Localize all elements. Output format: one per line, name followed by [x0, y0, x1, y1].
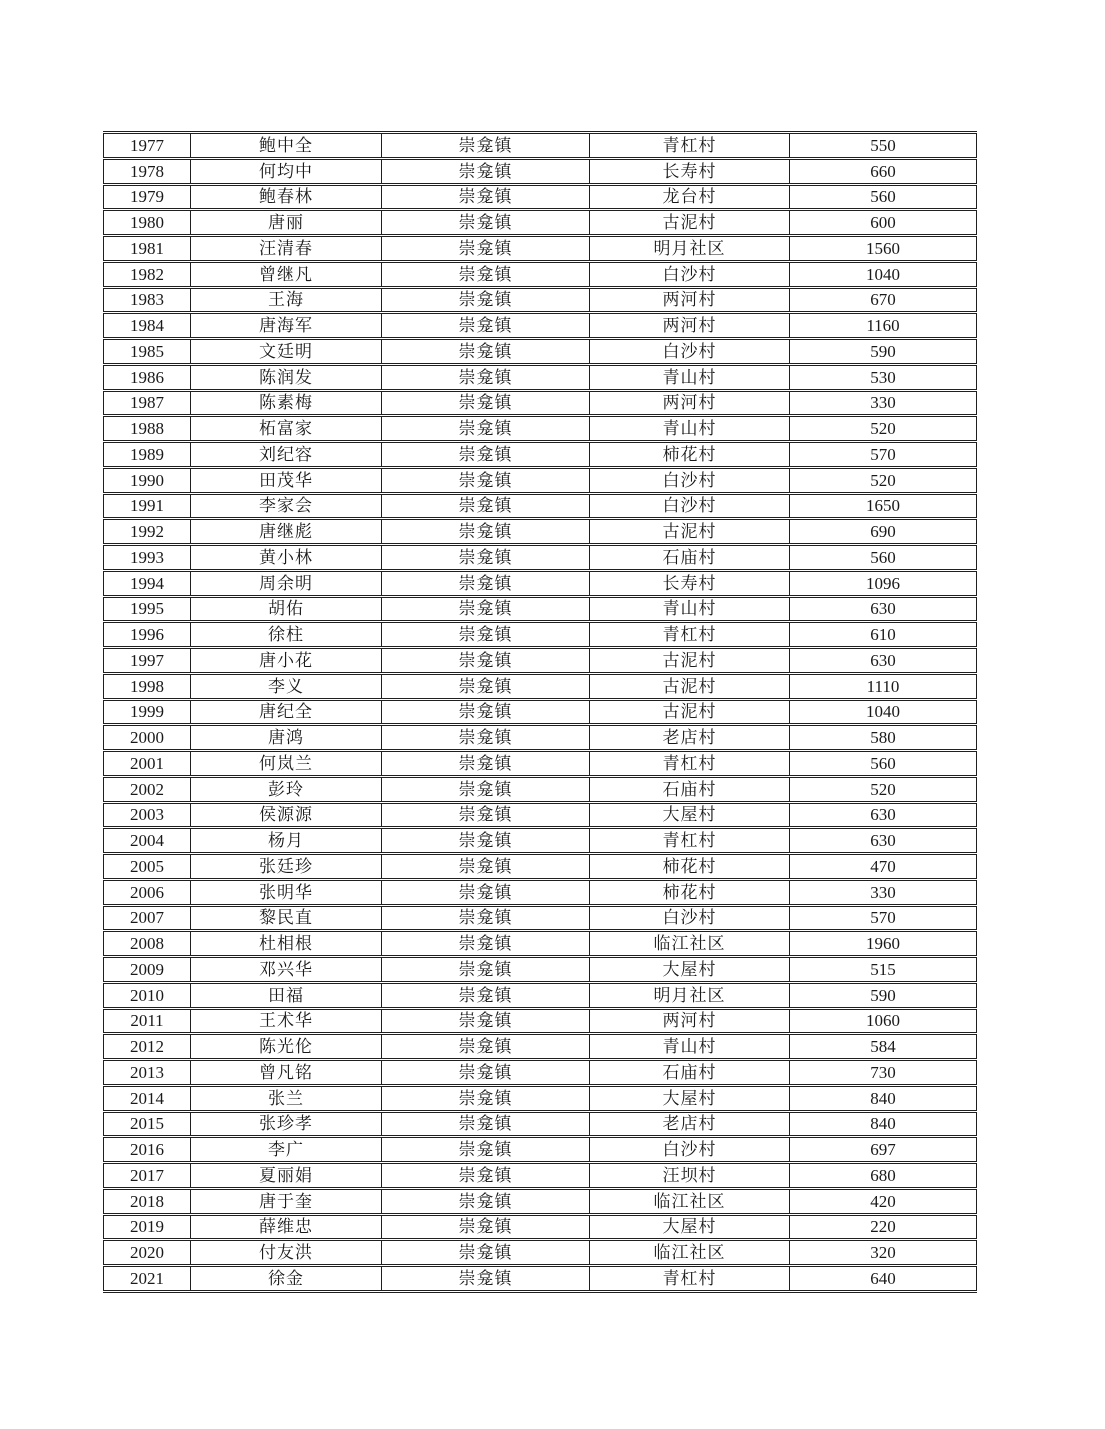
cell-town: 崇龛镇 [382, 210, 590, 236]
cell-village: 石庙村 [590, 1060, 790, 1086]
cell-person-name: 张珍孝 [191, 1111, 382, 1137]
cell-serial-number: 2008 [104, 931, 191, 957]
cell-person-name: 黄小林 [191, 545, 382, 571]
cell-town: 崇龛镇 [382, 879, 590, 905]
cell-person-name: 王海 [191, 287, 382, 313]
cell-town: 崇龛镇 [382, 854, 590, 880]
cell-serial-number: 1999 [104, 699, 191, 725]
cell-village: 青山村 [590, 364, 790, 390]
cell-village: 两河村 [590, 313, 790, 339]
cell-serial-number: 1977 [104, 133, 191, 159]
cell-village: 长寿村 [590, 570, 790, 596]
cell-amount: 640 [790, 1266, 977, 1292]
cell-town: 崇龛镇 [382, 1266, 590, 1292]
cell-village: 青杠村 [590, 751, 790, 777]
cell-village: 青山村 [590, 596, 790, 622]
cell-town: 崇龛镇 [382, 982, 590, 1008]
table-row [104, 210, 977, 236]
cell-village: 临江社区 [590, 1240, 790, 1266]
cell-person-name: 文廷明 [191, 339, 382, 365]
cell-serial-number: 2007 [104, 905, 191, 931]
cell-village: 老店村 [590, 1111, 790, 1137]
table-row [104, 390, 977, 416]
cell-town: 崇龛镇 [382, 184, 590, 210]
cell-amount: 220 [790, 1214, 977, 1240]
cell-village: 大屋村 [590, 1214, 790, 1240]
cell-town: 崇龛镇 [382, 570, 590, 596]
cell-person-name: 周余明 [191, 570, 382, 596]
cell-serial-number: 1980 [104, 210, 191, 236]
cell-serial-number: 1979 [104, 184, 191, 210]
cell-town: 崇龛镇 [382, 905, 590, 931]
cell-town: 崇龛镇 [382, 133, 590, 159]
table-row [104, 622, 977, 648]
cell-person-name: 鲍中全 [191, 133, 382, 159]
cell-serial-number: 2018 [104, 1188, 191, 1214]
table-row [104, 802, 977, 828]
cell-amount: 584 [790, 1034, 977, 1060]
cell-person-name: 柘富家 [191, 416, 382, 442]
cell-serial-number: 2004 [104, 828, 191, 854]
table-row [104, 776, 977, 802]
cell-town: 崇龛镇 [382, 1060, 590, 1086]
cell-amount: 1160 [790, 313, 977, 339]
cell-town: 崇龛镇 [382, 519, 590, 545]
cell-village: 大屋村 [590, 802, 790, 828]
table-row [104, 1060, 977, 1086]
cell-person-name: 刘纪容 [191, 442, 382, 468]
cell-town: 崇龛镇 [382, 442, 590, 468]
cell-village: 石庙村 [590, 776, 790, 802]
cell-person-name: 杨月 [191, 828, 382, 854]
cell-village: 长寿村 [590, 158, 790, 184]
cell-village: 青山村 [590, 416, 790, 442]
cell-town: 崇龛镇 [382, 776, 590, 802]
table-row [104, 158, 977, 184]
table-row [104, 1266, 977, 1292]
cell-village: 白沙村 [590, 261, 790, 287]
table-row [104, 1240, 977, 1266]
cell-town: 崇龛镇 [382, 1214, 590, 1240]
cell-person-name: 陈润发 [191, 364, 382, 390]
table-row [104, 596, 977, 622]
cell-serial-number: 1992 [104, 519, 191, 545]
table-row [104, 699, 977, 725]
cell-person-name: 汪清春 [191, 236, 382, 262]
table-row [104, 931, 977, 957]
cell-amount: 590 [790, 982, 977, 1008]
cell-town: 崇龛镇 [382, 287, 590, 313]
cell-town: 崇龛镇 [382, 416, 590, 442]
cell-serial-number: 2005 [104, 854, 191, 880]
cell-town: 崇龛镇 [382, 725, 590, 751]
cell-amount: 520 [790, 776, 977, 802]
table-row [104, 339, 977, 365]
table-row [104, 545, 977, 571]
cell-person-name: 杜相根 [191, 931, 382, 957]
cell-town: 崇龛镇 [382, 673, 590, 699]
cell-amount: 520 [790, 467, 977, 493]
cell-village: 临江社区 [590, 1188, 790, 1214]
cell-person-name: 唐纪全 [191, 699, 382, 725]
cell-village: 柿花村 [590, 879, 790, 905]
cell-person-name: 徐柱 [191, 622, 382, 648]
cell-amount: 550 [790, 133, 977, 159]
cell-village: 白沙村 [590, 493, 790, 519]
cell-amount: 697 [790, 1137, 977, 1163]
table-row [104, 287, 977, 313]
cell-serial-number: 2015 [104, 1111, 191, 1137]
cell-amount: 630 [790, 802, 977, 828]
cell-serial-number: 1985 [104, 339, 191, 365]
table-row [104, 854, 977, 880]
cell-amount: 1096 [790, 570, 977, 596]
cell-person-name: 陈素梅 [191, 390, 382, 416]
table-row [104, 493, 977, 519]
cell-amount: 600 [790, 210, 977, 236]
cell-serial-number: 1986 [104, 364, 191, 390]
table-row [104, 1085, 977, 1111]
table-row [104, 467, 977, 493]
cell-serial-number: 2010 [104, 982, 191, 1008]
cell-village: 大屋村 [590, 1085, 790, 1111]
cell-town: 崇龛镇 [382, 1240, 590, 1266]
cell-serial-number: 1998 [104, 673, 191, 699]
cell-village: 汪坝村 [590, 1163, 790, 1189]
cell-town: 崇龛镇 [382, 364, 590, 390]
table-row [104, 570, 977, 596]
cell-person-name: 张廷珍 [191, 854, 382, 880]
cell-person-name: 夏丽娟 [191, 1163, 382, 1189]
table-row [104, 416, 977, 442]
cell-serial-number: 1996 [104, 622, 191, 648]
cell-town: 崇龛镇 [382, 931, 590, 957]
cell-serial-number: 2009 [104, 957, 191, 983]
cell-village: 白沙村 [590, 1137, 790, 1163]
cell-village: 龙台村 [590, 184, 790, 210]
cell-amount: 330 [790, 879, 977, 905]
cell-village: 青杠村 [590, 1266, 790, 1292]
cell-amount: 630 [790, 596, 977, 622]
cell-amount: 660 [790, 158, 977, 184]
cell-town: 崇龛镇 [382, 390, 590, 416]
cell-village: 柿花村 [590, 442, 790, 468]
cell-serial-number: 2016 [104, 1137, 191, 1163]
cell-amount: 520 [790, 416, 977, 442]
cell-amount: 1060 [790, 1008, 977, 1034]
cell-person-name: 田茂华 [191, 467, 382, 493]
cell-town: 崇龛镇 [382, 158, 590, 184]
cell-person-name: 唐继彪 [191, 519, 382, 545]
cell-person-name: 侯源源 [191, 802, 382, 828]
cell-village: 柿花村 [590, 854, 790, 880]
cell-person-name: 徐金 [191, 1266, 382, 1292]
cell-town: 崇龛镇 [382, 828, 590, 854]
table-row [104, 1034, 977, 1060]
cell-serial-number: 1993 [104, 545, 191, 571]
cell-amount: 420 [790, 1188, 977, 1214]
table-row [104, 905, 977, 931]
cell-person-name: 何岚兰 [191, 751, 382, 777]
cell-town: 崇龛镇 [382, 1137, 590, 1163]
cell-serial-number: 1990 [104, 467, 191, 493]
table-row [104, 1163, 977, 1189]
cell-serial-number: 2019 [104, 1214, 191, 1240]
cell-town: 崇龛镇 [382, 261, 590, 287]
cell-amount: 690 [790, 519, 977, 545]
cell-amount: 330 [790, 390, 977, 416]
cell-village: 古泥村 [590, 210, 790, 236]
table-row [104, 673, 977, 699]
cell-village: 古泥村 [590, 519, 790, 545]
cell-serial-number: 1994 [104, 570, 191, 596]
cell-amount: 570 [790, 442, 977, 468]
cell-amount: 610 [790, 622, 977, 648]
table-row [104, 1137, 977, 1163]
cell-amount: 560 [790, 545, 977, 571]
cell-serial-number: 2017 [104, 1163, 191, 1189]
table-row [104, 725, 977, 751]
cell-village: 古泥村 [590, 673, 790, 699]
cell-serial-number: 1995 [104, 596, 191, 622]
table-row [104, 364, 977, 390]
cell-serial-number: 2012 [104, 1034, 191, 1060]
table-row [104, 1008, 977, 1034]
cell-person-name: 王术华 [191, 1008, 382, 1034]
cell-amount: 320 [790, 1240, 977, 1266]
cell-person-name: 唐海军 [191, 313, 382, 339]
cell-person-name: 曾继凡 [191, 261, 382, 287]
cell-amount: 580 [790, 725, 977, 751]
cell-village: 白沙村 [590, 467, 790, 493]
cell-village: 老店村 [590, 725, 790, 751]
cell-town: 崇龛镇 [382, 648, 590, 674]
cell-serial-number: 2000 [104, 725, 191, 751]
cell-serial-number: 1982 [104, 261, 191, 287]
cell-serial-number: 1984 [104, 313, 191, 339]
cell-person-name: 鲍春林 [191, 184, 382, 210]
cell-town: 崇龛镇 [382, 596, 590, 622]
table-row [104, 957, 977, 983]
table-row [104, 828, 977, 854]
cell-serial-number: 2006 [104, 879, 191, 905]
cell-town: 崇龛镇 [382, 1188, 590, 1214]
cell-amount: 840 [790, 1085, 977, 1111]
cell-village: 大屋村 [590, 957, 790, 983]
table-row [104, 879, 977, 905]
cell-village: 两河村 [590, 287, 790, 313]
cell-person-name: 李义 [191, 673, 382, 699]
cell-person-name: 唐鸿 [191, 725, 382, 751]
cell-village: 古泥村 [590, 648, 790, 674]
cell-town: 崇龛镇 [382, 1111, 590, 1137]
table-row [104, 982, 977, 1008]
cell-town: 崇龛镇 [382, 802, 590, 828]
table-row [104, 519, 977, 545]
cell-village: 白沙村 [590, 905, 790, 931]
cell-amount: 570 [790, 905, 977, 931]
cell-serial-number: 2021 [104, 1266, 191, 1292]
table-row [104, 1188, 977, 1214]
cell-serial-number: 1997 [104, 648, 191, 674]
cell-town: 崇龛镇 [382, 622, 590, 648]
table-row [104, 648, 977, 674]
cell-amount: 1040 [790, 261, 977, 287]
cell-town: 崇龛镇 [382, 1034, 590, 1060]
cell-amount: 1110 [790, 673, 977, 699]
cell-serial-number: 2020 [104, 1240, 191, 1266]
table-row [104, 261, 977, 287]
cell-village: 两河村 [590, 1008, 790, 1034]
cell-person-name: 黎民直 [191, 905, 382, 931]
cell-person-name: 胡佑 [191, 596, 382, 622]
table-row [104, 184, 977, 210]
cell-amount: 560 [790, 184, 977, 210]
cell-village: 青山村 [590, 1034, 790, 1060]
cell-person-name: 薛维忠 [191, 1214, 382, 1240]
cell-serial-number: 2014 [104, 1085, 191, 1111]
cell-amount: 470 [790, 854, 977, 880]
table-row [104, 133, 977, 159]
cell-village: 明月社区 [590, 982, 790, 1008]
cell-amount: 630 [790, 648, 977, 674]
cell-amount: 560 [790, 751, 977, 777]
cell-serial-number: 2013 [104, 1060, 191, 1086]
cell-village: 白沙村 [590, 339, 790, 365]
cell-person-name: 张明华 [191, 879, 382, 905]
cell-serial-number: 1981 [104, 236, 191, 262]
cell-town: 崇龛镇 [382, 339, 590, 365]
cell-village: 石庙村 [590, 545, 790, 571]
cell-person-name: 唐于奎 [191, 1188, 382, 1214]
cell-serial-number: 1987 [104, 390, 191, 416]
cell-amount: 1560 [790, 236, 977, 262]
cell-town: 崇龛镇 [382, 467, 590, 493]
cell-town: 崇龛镇 [382, 957, 590, 983]
table-row [104, 442, 977, 468]
cell-town: 崇龛镇 [382, 699, 590, 725]
cell-amount: 1960 [790, 931, 977, 957]
data-table [103, 131, 977, 1293]
cell-village: 临江社区 [590, 931, 790, 957]
cell-person-name: 曾凡铭 [191, 1060, 382, 1086]
cell-serial-number: 2011 [104, 1008, 191, 1034]
cell-amount: 590 [790, 339, 977, 365]
cell-amount: 680 [790, 1163, 977, 1189]
cell-serial-number: 1991 [104, 493, 191, 519]
table-row [104, 1111, 977, 1137]
cell-village: 两河村 [590, 390, 790, 416]
table-row [104, 751, 977, 777]
cell-person-name: 李家会 [191, 493, 382, 519]
cell-town: 崇龛镇 [382, 236, 590, 262]
cell-amount: 530 [790, 364, 977, 390]
cell-serial-number: 2003 [104, 802, 191, 828]
table-row [104, 313, 977, 339]
table-row [104, 1214, 977, 1240]
cell-town: 崇龛镇 [382, 313, 590, 339]
cell-town: 崇龛镇 [382, 493, 590, 519]
cell-amount: 515 [790, 957, 977, 983]
cell-amount: 1040 [790, 699, 977, 725]
cell-serial-number: 2002 [104, 776, 191, 802]
cell-person-name: 张兰 [191, 1085, 382, 1111]
cell-amount: 1650 [790, 493, 977, 519]
cell-town: 崇龛镇 [382, 751, 590, 777]
cell-amount: 670 [790, 287, 977, 313]
cell-amount: 730 [790, 1060, 977, 1086]
cell-town: 崇龛镇 [382, 1085, 590, 1111]
cell-serial-number: 1989 [104, 442, 191, 468]
cell-person-name: 唐丽 [191, 210, 382, 236]
cell-serial-number: 1983 [104, 287, 191, 313]
cell-town: 崇龛镇 [382, 1008, 590, 1034]
cell-village: 青杠村 [590, 622, 790, 648]
cell-village: 明月社区 [590, 236, 790, 262]
cell-serial-number: 1988 [104, 416, 191, 442]
cell-amount: 630 [790, 828, 977, 854]
cell-serial-number: 2001 [104, 751, 191, 777]
table-row [104, 236, 977, 262]
cell-person-name: 何均中 [191, 158, 382, 184]
cell-person-name: 付友洪 [191, 1240, 382, 1266]
cell-serial-number: 1978 [104, 158, 191, 184]
cell-village: 青杠村 [590, 828, 790, 854]
cell-town: 崇龛镇 [382, 545, 590, 571]
cell-person-name: 唐小花 [191, 648, 382, 674]
cell-person-name: 陈光伦 [191, 1034, 382, 1060]
cell-person-name: 彭玲 [191, 776, 382, 802]
cell-person-name: 邓兴华 [191, 957, 382, 983]
cell-person-name: 田福 [191, 982, 382, 1008]
cell-town: 崇龛镇 [382, 1163, 590, 1189]
cell-village: 古泥村 [590, 699, 790, 725]
cell-village: 青杠村 [590, 133, 790, 159]
cell-amount: 840 [790, 1111, 977, 1137]
cell-person-name: 李广 [191, 1137, 382, 1163]
